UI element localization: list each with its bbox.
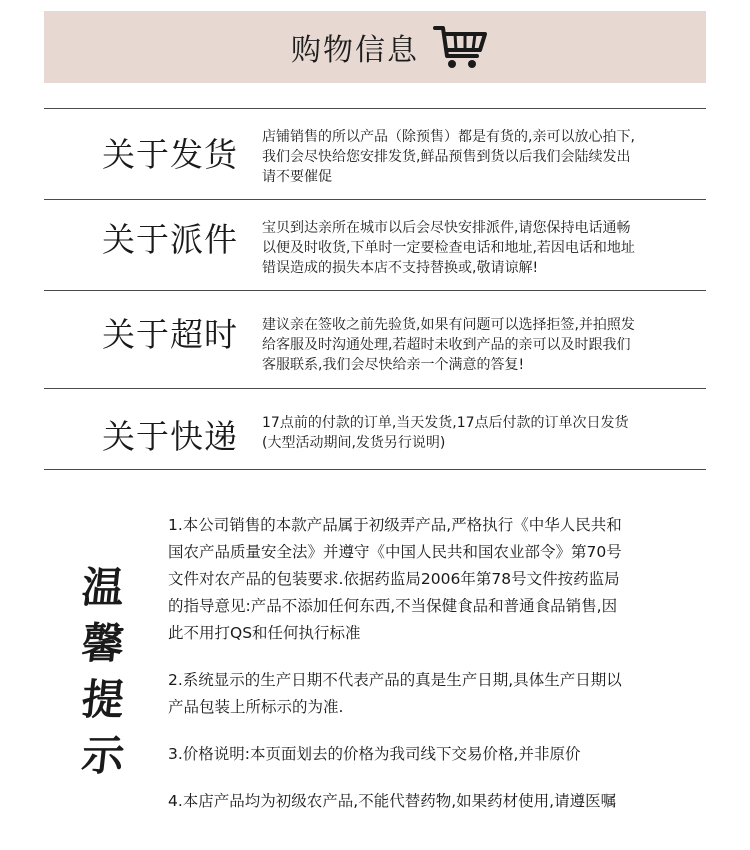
notice-char: 提 bbox=[79, 675, 127, 724]
divider bbox=[44, 469, 706, 470]
section-text: 建议亲在签收之前先验货,如果有问题可以选择拒签,并拍照发 给客服及时沟通处理,若超时未收到产品的亲可以及时跟我们 客服联系,我们会尽快给亲一个满意的答复! bbox=[262, 317, 635, 373]
notice-list bbox=[168, 512, 688, 835]
section-shipping bbox=[44, 109, 706, 199]
notice-item: 3.价格说明:本页面划去的价格为我司线下交易价格,并非原价 bbox=[168, 745, 581, 763]
notice-item: 1.本公司销售的本款产品属于初级弄产品,严格执行《中华人民共和 国农产品质量安全法》并遵守《中国人民共和国农业部令》第70号 文件对农产品的包装要求.依据药监局2006年第78号文件按药监局 的指导意见:产品不添加任何东西,不当保健食品和普通食品销售,因 此不用打QS和任何执行标准 bbox=[168, 516, 622, 642]
section-express bbox=[44, 389, 706, 469]
section-timeout bbox=[44, 291, 706, 388]
header-banner bbox=[44, 11, 706, 83]
section-title: 关于超时 bbox=[102, 315, 238, 354]
section-delivery bbox=[44, 200, 706, 290]
notice-char: 馨 bbox=[79, 619, 127, 668]
notice-item: 4.本店产品均为初级农产品,不能代替药物,如果药材使用,请遵医嘱 bbox=[168, 792, 617, 810]
section-title: 关于发货 bbox=[102, 135, 238, 174]
section-text: 17点前的付款的订单,当天发货,17点后付款的订单次日发货 (大型活动期间,发货另行说明) bbox=[262, 415, 629, 451]
section-title: 关于快递 bbox=[102, 417, 238, 456]
shopping-cart-icon bbox=[433, 22, 489, 72]
notice-item: 2.系统显示的生产日期不代表产品的真是生产日期,具体生产日期以 产品包装上所标示的为准. bbox=[168, 671, 622, 716]
section-text: 店铺销售的所以产品（除预售）都是有货的,亲可以放心拍下, 我们会尽快给您安排发货,鲜品预售到货以后我们会陆续发出 请不要催促 bbox=[262, 129, 635, 185]
notice-calligraphy bbox=[72, 560, 134, 784]
notice-char: 示 bbox=[79, 731, 127, 780]
section-text: 宝贝到达亲所在城市以后会尽快安排派件,请您保持电话通畅 以便及时收货,下单时一定要检查电话和地址,若因电话和地址 错误造成的损失本店不支持替换或,敬请谅解! bbox=[262, 220, 635, 276]
notice-char: 温 bbox=[79, 563, 127, 612]
page-title: 购物信息 bbox=[291, 33, 419, 68]
section-title: 关于派件 bbox=[102, 220, 238, 259]
